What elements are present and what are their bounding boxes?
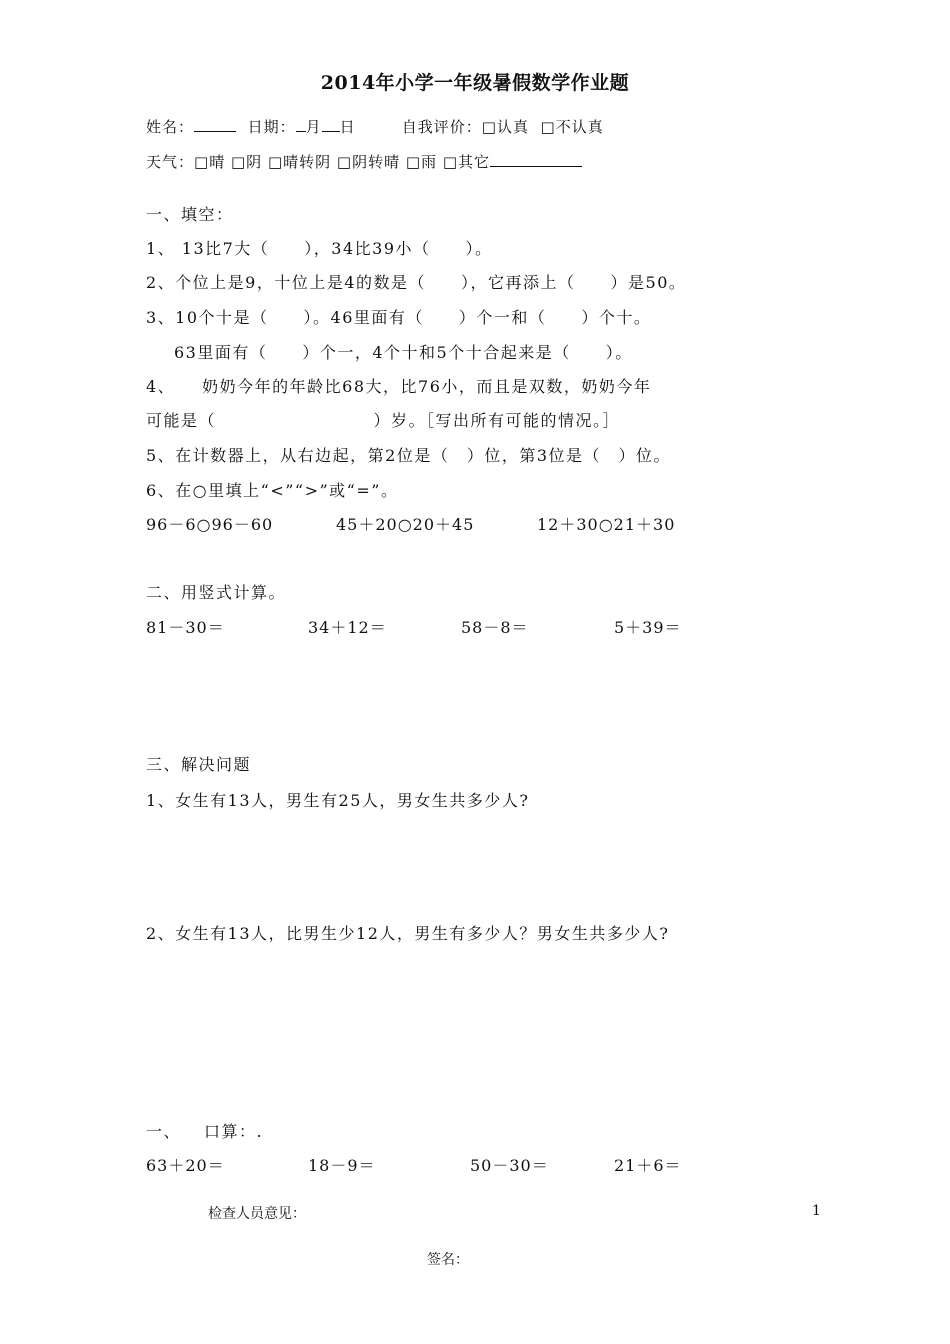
compare-item-2: 45＋20○20＋45	[336, 515, 475, 534]
question-4b: 可能是（ ）岁。［写出所有可能的情况。］	[146, 411, 621, 430]
name-blank	[194, 117, 236, 132]
section4-heading: 口算：.	[204, 1122, 264, 1141]
word-problem-2: 2、女生有13人，比男生少12人，男生有多少人？男女生共多少人?	[146, 924, 670, 943]
day-label: 日	[339, 118, 356, 136]
weather-sunny-to-cloudy[interactable]: □晴转阴	[267, 153, 332, 171]
vertical-calc-3: 58－8＝	[461, 618, 529, 637]
signature-label: 签名：	[427, 1252, 469, 1268]
vertical-calc-2: 34＋12＝	[308, 618, 387, 637]
eval-option-not-serious[interactable]: □不认真	[540, 118, 604, 136]
question-6: 6、在○里填上“<”“>”或“=”。	[146, 481, 399, 500]
weather-cloudy[interactable]: □阴	[230, 153, 263, 171]
weather-sunny[interactable]: □晴	[194, 153, 226, 171]
mental-calc-2: 18－9＝	[308, 1156, 376, 1175]
weather-other-blank	[490, 152, 582, 167]
self-eval-label: 自我评价：	[401, 118, 482, 136]
vertical-calc-1: 81－30＝	[146, 618, 225, 637]
name-label: 姓名：	[146, 118, 195, 136]
mental-calc-1: 63＋20＝	[146, 1156, 225, 1175]
question-3a: 3、10个十是（ ）。46里面有（ ）个一和（ ）个十。	[146, 308, 652, 327]
eval-option-serious[interactable]: □认真	[481, 118, 529, 136]
compare-item-1: 96－6○96－60	[146, 515, 274, 534]
question-3b: 63里面有（ ）个一，4个十和5个十合起来是（ ）。	[174, 343, 633, 362]
weather-other[interactable]: □其它	[442, 153, 491, 171]
compare-item-3: 12＋30○21＋30	[537, 515, 676, 534]
section4-heading-number: 一、	[146, 1122, 182, 1141]
page-title: 2014年小学一年级暑假数学作业题	[320, 72, 630, 94]
vertical-calc-4: 5＋39＝	[614, 618, 682, 637]
mental-calc-3: 50－30＝	[470, 1156, 549, 1175]
word-problem-1: 1、女生有13人，男生有25人，男女生共多少人?	[146, 791, 530, 810]
header-line-2	[146, 151, 582, 172]
section3-heading: 三、解决问题	[146, 755, 252, 774]
month-blank	[296, 117, 306, 132]
section2-heading: 二、用竖式计算。	[146, 583, 287, 602]
weather-rain[interactable]: □雨	[405, 153, 438, 171]
day-blank	[322, 117, 340, 132]
checker-comments-label: 检查人员意见：	[208, 1206, 306, 1222]
weather-label: 天气：	[146, 153, 195, 171]
question-4a: 4、 奶奶今年的年龄比68大，比76小，而且是双数，奶奶今年	[146, 377, 652, 396]
section1-heading: 一、填空：	[146, 205, 234, 224]
month-label: 月	[305, 118, 322, 136]
header-line-1	[146, 116, 604, 137]
question-2: 2、个位上是9，十位上是4的数是（ ），它再添上（ ）是50。	[146, 273, 687, 292]
mental-calc-4: 21＋6＝	[614, 1156, 682, 1175]
weather-cloudy-to-sunny[interactable]: □阴转晴	[336, 153, 401, 171]
page-number: 1	[812, 1203, 821, 1219]
question-5: 5、在计数器上，从右边起，第2位是（ ）位，第3位是（ ）位。	[146, 446, 672, 465]
question-1: 1、 13比7大（ ），34比39小（ ）。	[146, 239, 493, 258]
date-label: 日期：	[247, 118, 296, 136]
